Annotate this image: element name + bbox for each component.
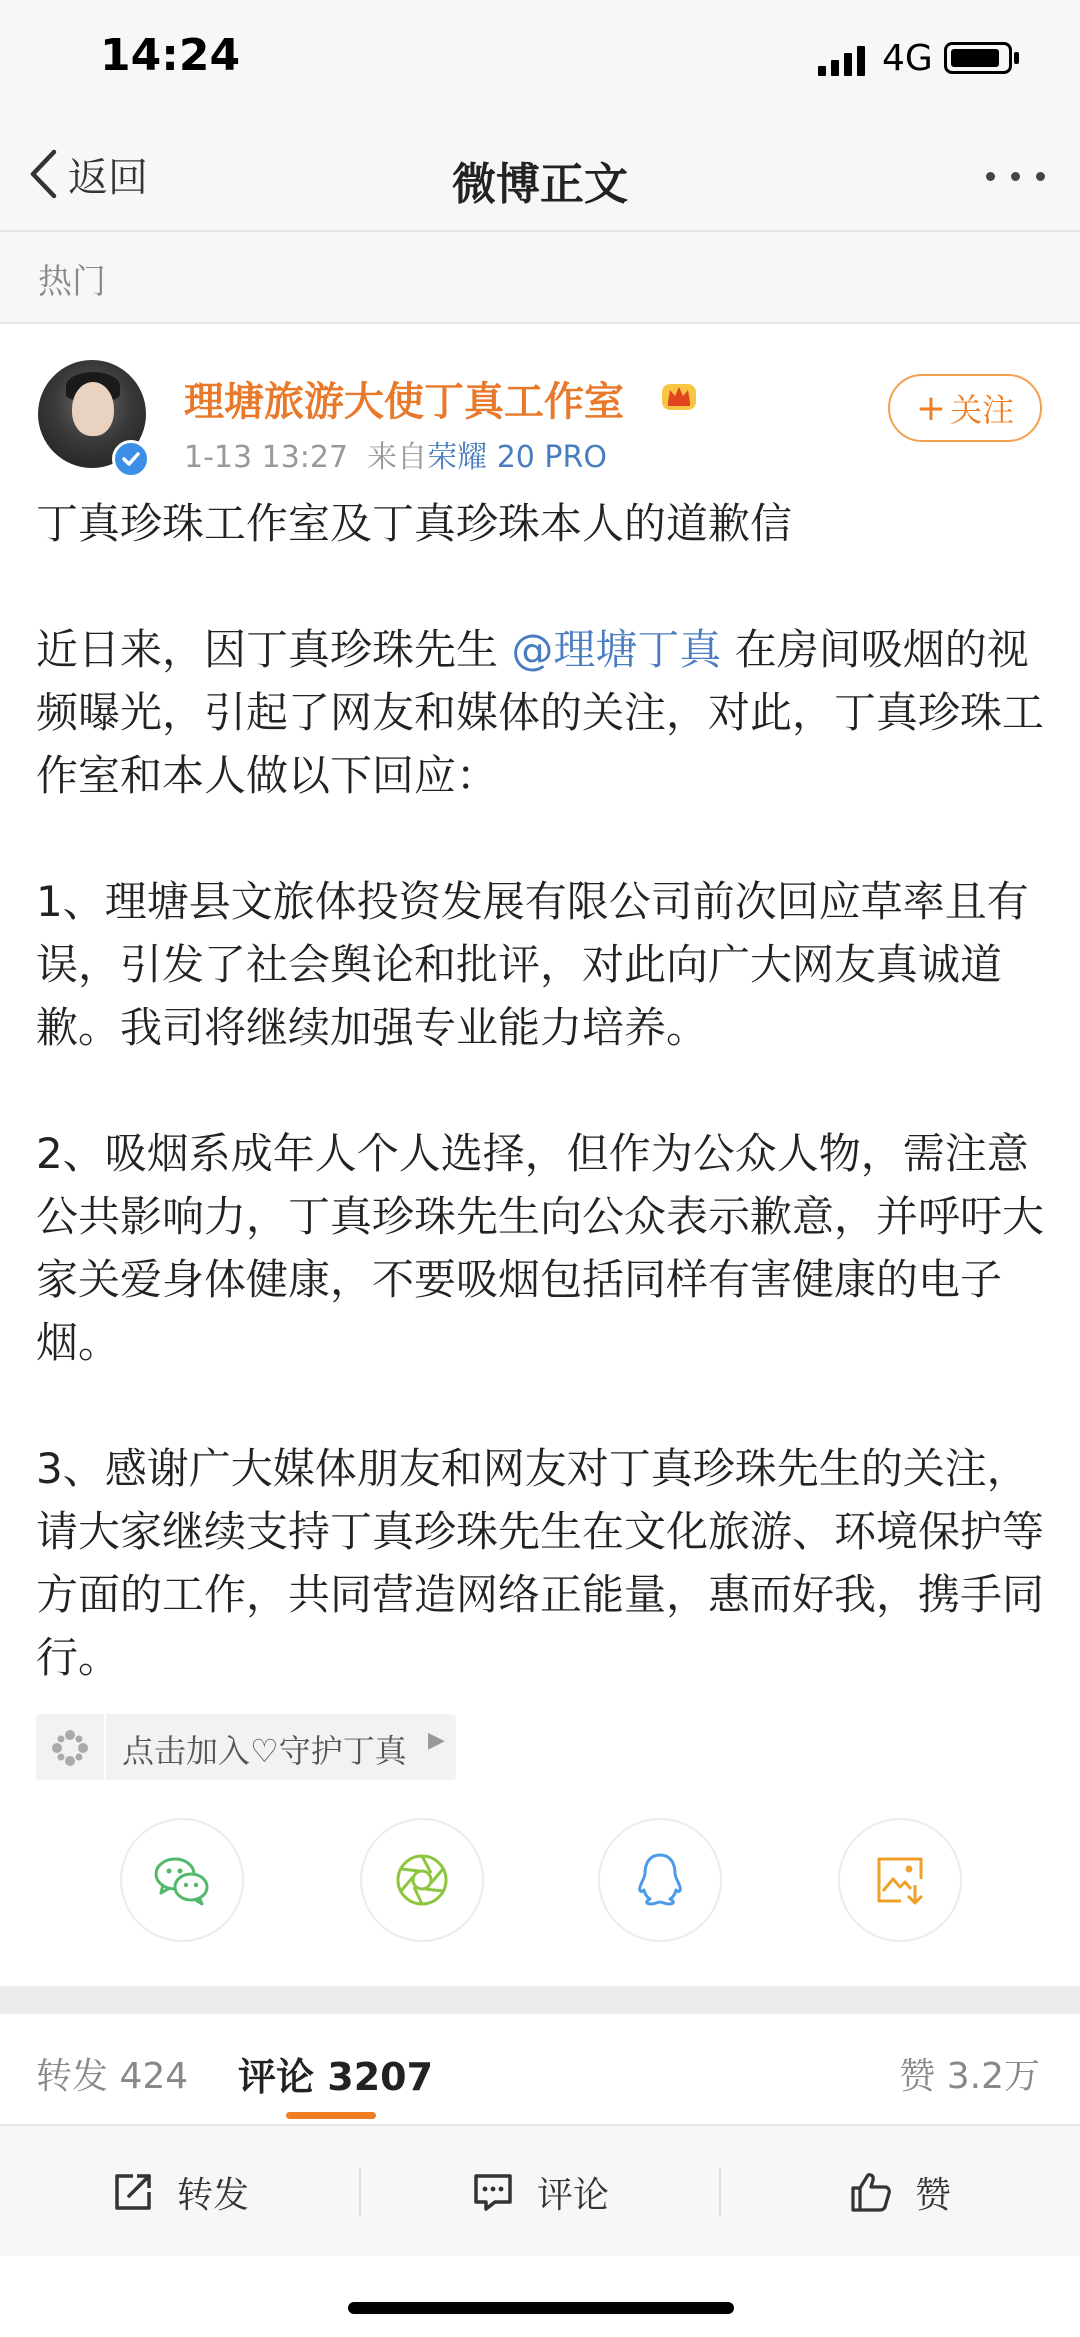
qq-icon xyxy=(627,1847,693,1913)
like-tab-label: 赞 xyxy=(899,2056,936,2097)
post-paragraph-1 xyxy=(36,618,1046,807)
post-paragraph-3: 2、吸烟系成年人个人选择，但作为公众人物，需注意公共影响力，丁真珍珠先生向公众表示歉意，并呼吁大家关爱身体健康，不要吸烟包括同样有害健康的电子烟。 xyxy=(36,1129,1045,1367)
repost-tab-label: 转发 xyxy=(36,2056,109,2097)
share-qq-button[interactable] xyxy=(598,1818,722,1942)
paragraph-1-text-a: 近日来，因丁真珍珠先生 xyxy=(36,625,499,674)
post-meta xyxy=(184,432,607,476)
repost-button[interactable] xyxy=(0,2126,360,2258)
section-header xyxy=(0,232,1080,324)
plus-icon: + xyxy=(915,387,947,429)
moments-icon xyxy=(389,1847,455,1913)
comment-icon xyxy=(471,2170,515,2214)
repost-icon xyxy=(111,2170,155,2214)
back-label: 返回 xyxy=(68,154,148,201)
source-prefix: 来自 xyxy=(367,440,428,475)
comment-tab-label: 评论 xyxy=(238,2055,315,2099)
share-moments-button[interactable] xyxy=(360,1818,484,1942)
follow-button[interactable] xyxy=(888,374,1042,442)
paragraph-1-text-b: 在房间吸烟的视频曝光，引起了网友和媒体的关注，对此，丁真珍珠工作室和本人做以下回应： xyxy=(36,625,1045,800)
save-image-icon xyxy=(867,1847,933,1913)
bottom-action-bar xyxy=(0,2124,1080,2256)
like-button[interactable] xyxy=(720,2126,1080,2258)
save-image-button[interactable] xyxy=(838,1818,962,1942)
battery-icon xyxy=(944,42,1012,74)
repost-tab[interactable] xyxy=(36,2048,188,2099)
thumbs-up-icon xyxy=(849,2170,893,2214)
network-type: 4G xyxy=(882,38,933,79)
post-title: 丁真珍珠工作室及丁真珍珠本人的道歉信 xyxy=(36,499,793,548)
comment-count: 3207 xyxy=(327,2055,434,2099)
back-button[interactable] xyxy=(28,142,148,206)
topic-chip[interactable] xyxy=(36,1714,456,1780)
mention-link[interactable]: @理塘丁真 xyxy=(511,625,722,674)
post-body xyxy=(36,492,1046,1689)
page-title: 微博正文 xyxy=(452,159,628,210)
chevron-left-icon xyxy=(28,148,58,200)
comment-button[interactable] xyxy=(360,2126,720,2258)
repost-label: 转发 xyxy=(176,2174,249,2216)
share-wechat-button[interactable] xyxy=(120,1818,244,1942)
home-indicator xyxy=(348,2302,734,2314)
stats-bar xyxy=(0,2014,1080,2124)
chevron-right-icon: ▶ xyxy=(428,1728,445,1753)
comment-tab[interactable] xyxy=(238,2046,433,2101)
status-time: 14:24 xyxy=(100,30,241,81)
topic-chip-label: 点击加入♡守护丁真 xyxy=(122,1732,407,1770)
status-bar xyxy=(0,0,1080,120)
section-label: 热门 xyxy=(38,262,106,302)
post-source-link[interactable]: 荣耀 20 PRO xyxy=(427,440,607,475)
like-tab[interactable] xyxy=(899,2048,1040,2099)
repost-count: 424 xyxy=(119,2056,189,2097)
follow-label: 关注 xyxy=(950,391,1015,429)
nav-bar xyxy=(0,120,1080,232)
section-divider xyxy=(0,1986,1080,2014)
wechat-icon xyxy=(149,1847,215,1913)
crown-icon xyxy=(660,378,698,412)
verified-badge-icon xyxy=(112,440,150,478)
battery-nub xyxy=(1014,52,1019,64)
signal-icon xyxy=(818,46,868,76)
post-paragraph-4: 3、感谢广大媒体朋友和网友对丁真珍珠先生的关注，请大家继续支持丁真珍珠先生在文化旅游、环境保护等方面的工作，共同营造网络正能量，惠而好我，携手同行。 xyxy=(36,1444,1045,1682)
post-paragraph-2: 1、理塘县文旅体投资发展有限公司前次回应草率且有误，引发了社会舆论和批评，对此向广大网友真诚道歉。我司将继续加强专业能力培养。 xyxy=(36,877,1029,1052)
active-tab-indicator xyxy=(286,2112,376,2119)
post-timestamp: 1-13 13:27 xyxy=(184,440,349,475)
author-name[interactable]: 理塘旅游大使丁真工作室 xyxy=(184,379,624,425)
like-count: 3.2万 xyxy=(946,2056,1040,2097)
comment-label: 评论 xyxy=(536,2174,609,2216)
super-topic-icon xyxy=(46,1724,94,1772)
more-button[interactable] xyxy=(976,148,1056,204)
like-label: 赞 xyxy=(914,2174,951,2216)
